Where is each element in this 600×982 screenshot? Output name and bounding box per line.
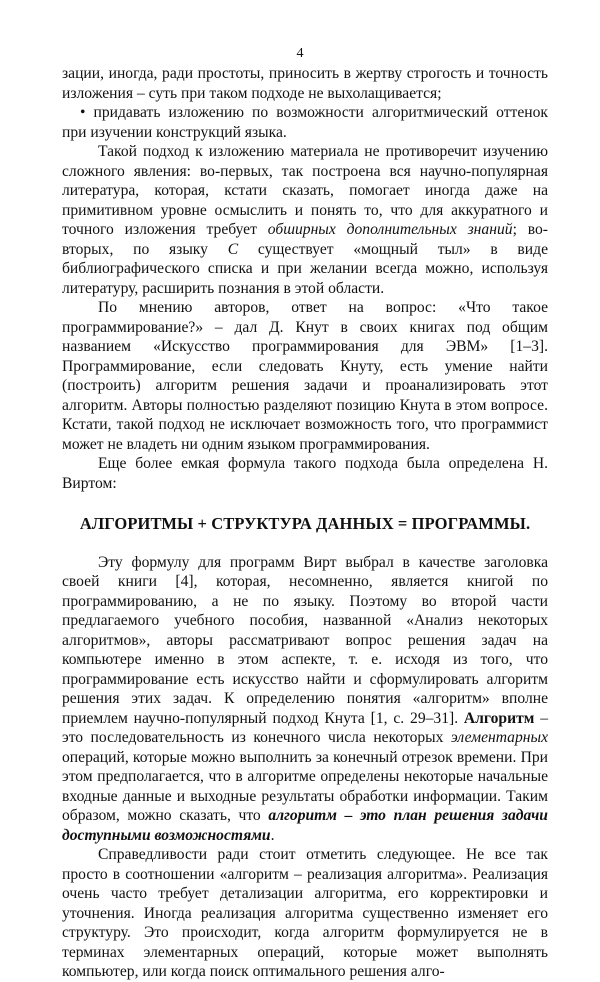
text-run: .: [270, 826, 275, 844]
text-run: ; во-вторых, по языку: [62, 221, 548, 258]
paragraph-wirth-intro: Еще более емкая формула такого подхода была определена Н. Виртом:: [62, 455, 548, 492]
paragraph-implementation: Справедливости ради стоит отметить следующее. Не все так просто в соотношении «алгоритм – реализация алгоритма». Реализация очень часто требует детализации алгоритма, его корректировки и уточнения. Иногда реализация алгоритма существенно изменяет его структуру. Это происходит, когда алгоритм формулируется не в терминах элементарных операций, которые может выполнять компьютер, или когда поиск оптимального решения алго-: [62, 846, 548, 980]
paragraph-continuation: зации, иногда, ради простоты, приносить в жертву строгость и точность изложения – суть при таком подходе не выхолащивается;: [62, 65, 548, 102]
bullet-text: придавать изложению по возможности алгоритмический оттенок при изучении конструкций языка.: [62, 104, 548, 141]
text-run: Эту формулу для программ Вирт выбрал в качестве заголовка своей книги [4], которая, несомненно, является книгой по программированию, а не по языку. Поэтому во второй части предлагаемого учебного пособия, названной «Анализ некоторых алгоритмов», авторы рассматривают вопрос решения задач на компьютере именно в этом аспекте, т. е. исходя из того, что программирование есть искусство найти и сформулировать алгоритм решения этих задач. К определению понятия «алгоритм» вполне приемлем научно-популярный подход Кнута [1, с. 29–31].: [62, 553, 548, 727]
italic-run: элементарных: [450, 729, 548, 746]
bold-run: Алгоритм: [463, 709, 535, 727]
text-run: существует «мощный тыл» в виде библиографического списка и при желании всегда можно, используя литературу, расширить познания в этой области.: [62, 240, 548, 297]
text-run: Такой подход к изложению материала не противоречит изучению сложного явления: во-первых, так построена вся научно-популярная литература, которая, кстати сказать, помогает иногда даже на примитивном уровне осмыслить и понять то, что для аккуратного и точного изложения требует: [62, 143, 548, 238]
paragraph-algorithm-definition: [62, 553, 548, 846]
italic-run: обширных дополнительных знаний: [267, 221, 513, 238]
bullet-item: [62, 103, 548, 142]
text-run: – это последовательность из конечного числа некоторых: [62, 709, 548, 746]
bold-italic-run: алгоритм – это план решения задачи доступными возможностями: [62, 807, 548, 844]
bullet-icon: •: [80, 104, 86, 121]
italic-run: С: [227, 240, 239, 258]
paragraph-approach: [62, 142, 548, 298]
formula-heading: АЛГОРИТМЫ + СТРУКТУРА ДАННЫХ = ПРОГРАММЫ.: [79, 514, 531, 533]
document-body: [62, 64, 548, 982]
paragraph-knuth: По мнению авторов, ответ на вопрос: «Что такое программирование?» – дал Д. Кнут в своих книгах под общим названием «Искусство программирования для ЭВМ» [1–3]. Программирование, если следовать Кнуту, есть умение найти (построить) алгоритм решения задачи и проанализировать этот алгоритм. Авторы полностью разделяют позицию Кнута в этом вопросе. Кстати, такой подход не исключает возможность того, что программист может не владеть ни одним языком программирования.: [62, 299, 548, 453]
page-number: 4: [296, 46, 304, 61]
text-run: операций, которые можно выполнить за конечный отрезок времени. При этом предполагается, что в алгоритме определены некоторые начальные входные данные и выходные результаты обработки информации. Таким образом, можно сказать, что: [62, 748, 548, 824]
